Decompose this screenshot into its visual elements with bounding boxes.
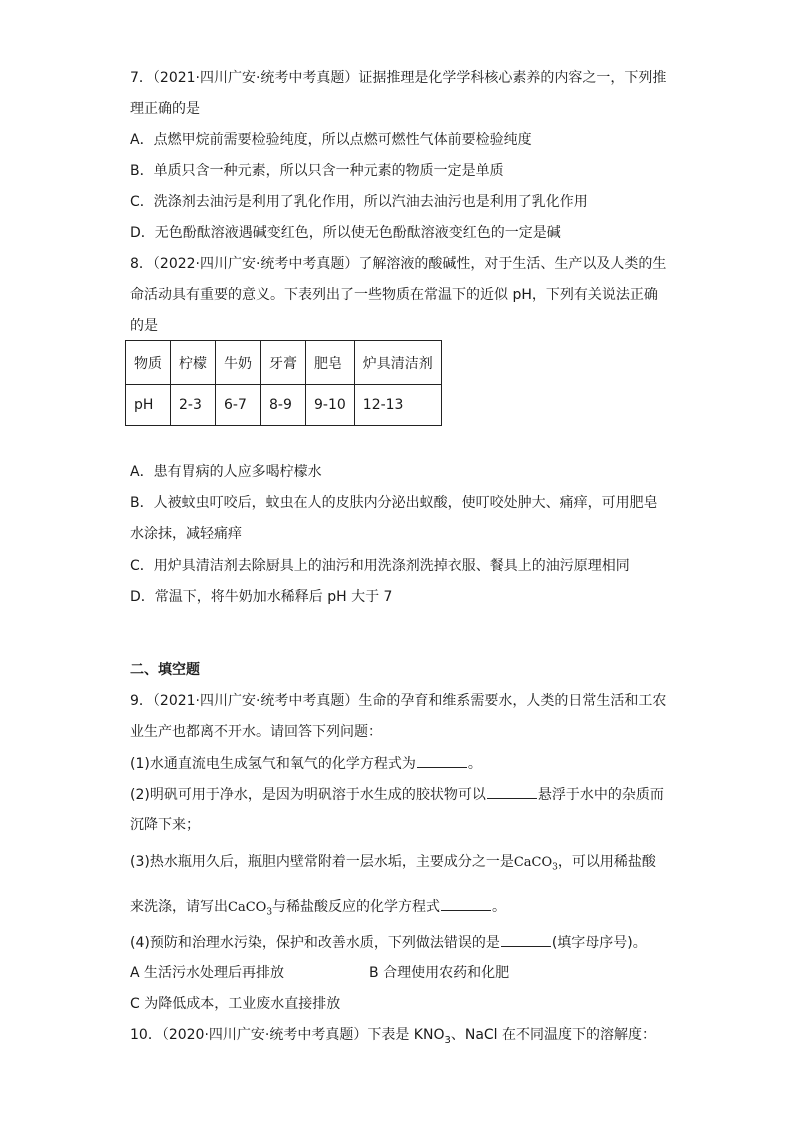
q7-option-d: D．无色酚酞溶液遇碱变红色，所以使无色酚酞溶液变红色的一定是碱	[130, 225, 561, 241]
answer-blank[interactable]	[417, 753, 467, 768]
q9-option-b: B 合理使用农药和化肥	[369, 965, 510, 981]
q9-part2-end: 悬浮于水中的杂质而	[537, 787, 664, 803]
q9-part2	[130, 784, 664, 805]
q10-stem: 10．（2020·四川广安·统考中考真题）下表是 $KNO_3$、NaCl 在不同温度下的溶解度：	[130, 1027, 657, 1046]
q9-part3-line2	[130, 896, 506, 923]
section-title: 二、填空题	[130, 662, 200, 678]
table-cell: pH	[126, 385, 171, 426]
q9-option-c: C 为降低成本，工业废水直接排放	[130, 996, 341, 1012]
table-cell: 柠檬	[171, 341, 216, 385]
q7-option-c: C．洗涤剂去油污是利用了乳化作用，所以汽油去油污也是利用了乳化作用	[130, 194, 588, 210]
q9-part4-end: (填字母序号)。	[551, 935, 647, 951]
q8-option-b-line2: 水涂抹，减轻痛痒	[130, 526, 242, 542]
q8-stem-line1: 8．（2022·四川广安·统考中考真题）了解溶液的酸碱性，对于生活、生产以及人类的生	[130, 256, 667, 272]
answer-blank[interactable]	[501, 932, 551, 947]
q8-stem-line3: 的是	[130, 318, 158, 334]
q9-part3	[130, 852, 656, 878]
table-cell: 肥皂	[306, 341, 355, 385]
caco3-formula: CaCO$_3$	[513, 855, 558, 873]
q9-part1	[130, 753, 482, 774]
table-cell: 物质	[126, 341, 171, 385]
table-cell: 9-10	[306, 385, 355, 426]
q9-part4-text: (4)预防和治理水污染，保护和改善水质，下列做法错误的是	[130, 935, 500, 951]
q9-stem-line2: 业生产也都离不开水。请回答下列问题：	[130, 724, 382, 740]
q9-part3-line2-end: 。	[492, 899, 507, 915]
q9-option-a: A 生活污水处理后再排放	[130, 965, 285, 981]
q8-stem-line2: 命活动具有重要的意义。下表列出了一些物质在常温下的近似 pH，下列有关说法正确	[130, 287, 658, 303]
q9-part1-end: 。	[467, 756, 482, 772]
q9-part3-line2-mid: 与稀盐酸反应的化学方程式	[272, 899, 441, 915]
q9-options-ab	[130, 963, 509, 983]
q8-option-a: A．患有胃病的人应多喝柠檬水	[130, 464, 322, 480]
ph-table	[125, 340, 442, 426]
q7-stem-line2: 理正确的是	[130, 101, 200, 117]
q9-stem-line1: 9．（2021·四川广安·统考中考真题）生命的孕育和维系需要水，人类的日常生活和工农	[130, 693, 667, 709]
q9-part2-line2: 沉降下来；	[130, 817, 200, 833]
answer-blank[interactable]	[487, 784, 537, 799]
q9-part2-text: (2)明矾可用于净水，是因为明矾溶于水生成的胶状物可以	[130, 787, 486, 803]
q8-option-d: D．常温下，将牛奶加水稀释后 pH 大于 7	[130, 589, 393, 605]
table-cell: 牛奶	[216, 341, 261, 385]
q9-part1-text: (1)水通直流电生成氢气和氧气的化学方程式为	[130, 756, 416, 772]
table-cell: 炉具清洁剂	[354, 341, 441, 385]
table-cell: 牙膏	[261, 341, 306, 385]
q9-part3-line2-text: 来洗涤，请写出	[130, 899, 228, 915]
table-cell: 2-3	[171, 385, 216, 426]
q9-part3-end: ，可以用稀盐酸	[557, 854, 656, 870]
table-row	[126, 385, 442, 426]
caco3-formula: CaCO$_3$	[228, 900, 273, 918]
q7-option-b: B．单质只含一种元素，所以只含一种元素的物质一定是单质	[130, 163, 504, 179]
answer-blank[interactable]	[441, 896, 491, 911]
q8-option-b-line1: B．人被蚊虫叮咬后，蚊虫在人的皮肤内分泌出蚁酸，使叮咬处肿大、痛痒，可用肥皂	[130, 495, 658, 511]
q9-part3-text: (3)热水瓶用久后，瓶胆内壁常附着一层水垢，主要成分之一是	[130, 854, 514, 870]
table-cell: 6-7	[216, 385, 261, 426]
table-cell: 8-9	[261, 385, 306, 426]
table-header-row	[126, 341, 442, 385]
q7-stem-line1: 7．（2021·四川广安·统考中考真题）证据推理是化学学科核心素养的内容之一，下列推	[130, 70, 667, 86]
table-cell: 12-13	[354, 385, 441, 426]
q7-option-a: A．点燃甲烷前需要检验纯度，所以点燃可燃性气体前要检验纯度	[130, 132, 532, 148]
q9-part4	[130, 932, 647, 953]
q8-option-c: C．用炉具清洁剂去除厨具上的油污和用洗涤剂洗掉衣服、餐具上的油污原理相同	[130, 558, 630, 574]
